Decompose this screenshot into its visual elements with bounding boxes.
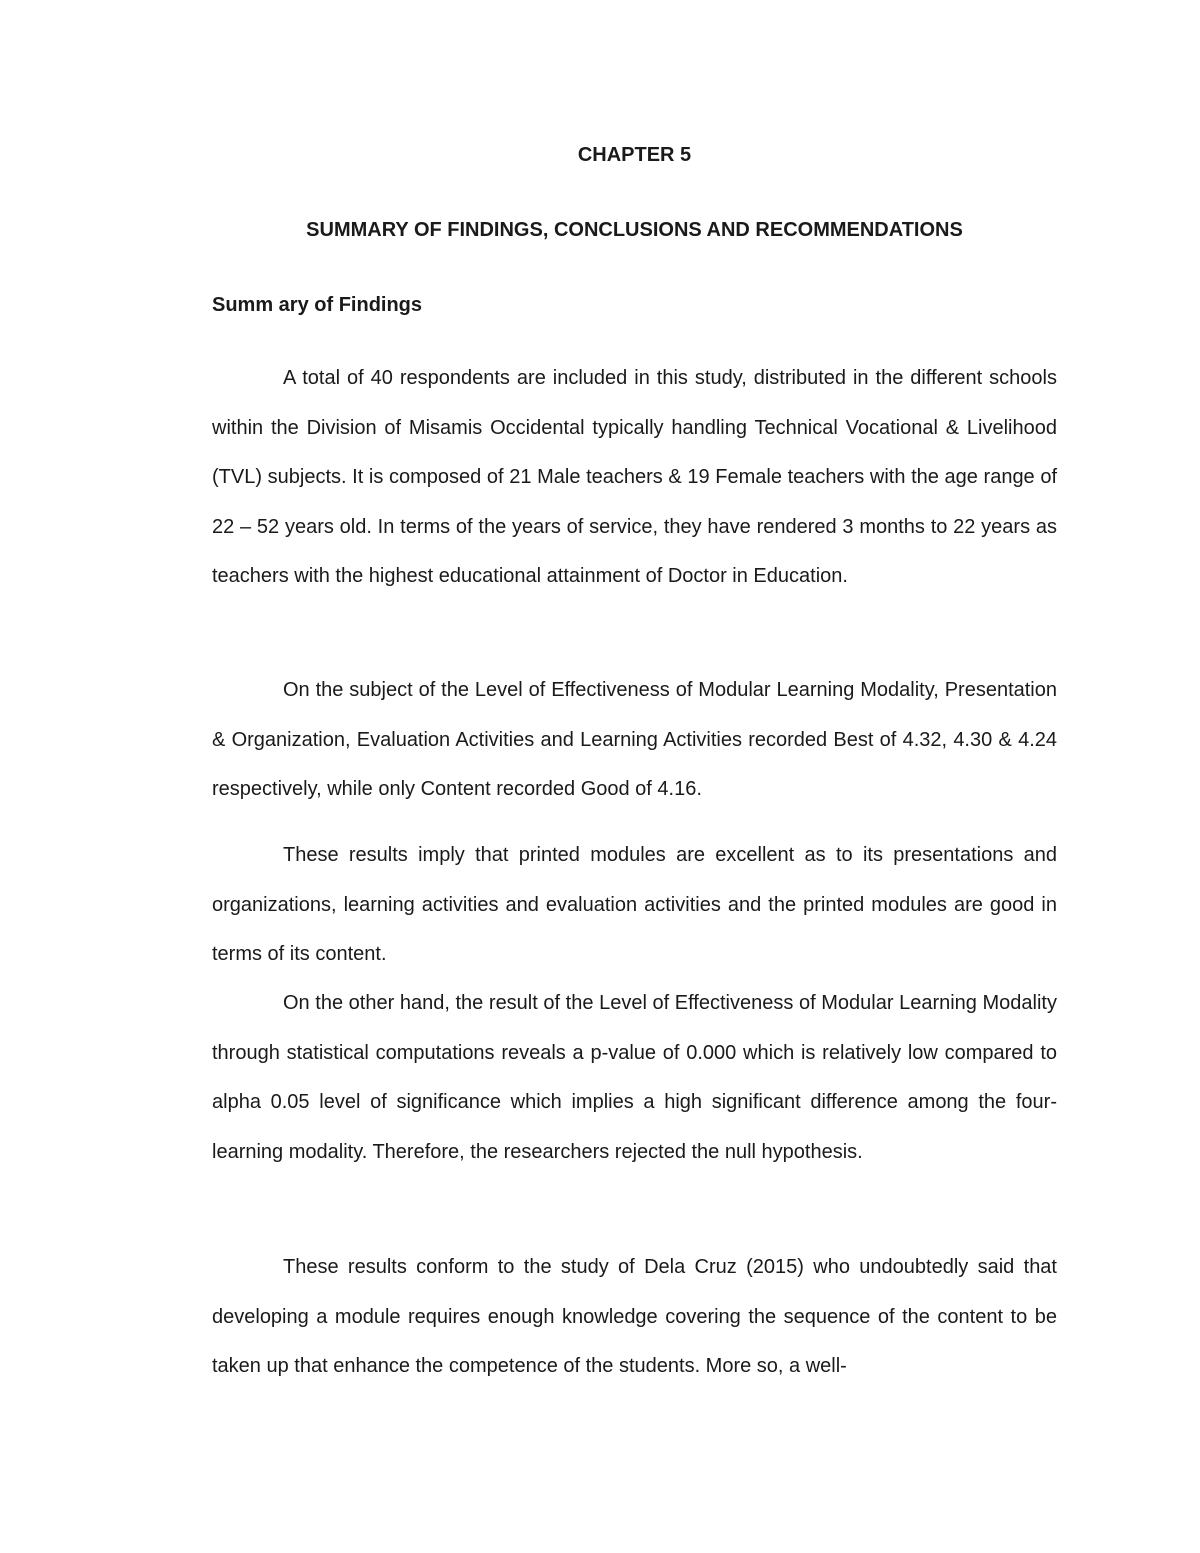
paragraph: On the subject of the Level of Effectiveness of Modular Learning Modality, Presentation & Organization, Evaluation Activities and Learning Activities recorded Best of 4.32, 4.30 & 4.24 respectively, while only Content recorded Good of 4.16. <box>212 679 1057 801</box>
paragraph: On the other hand, the result of the Level of Effectiveness of Modular Learning Modality through statistical computations reveals a p-value of 0.000 which is relatively low compared to alpha 0.05 level of significance which implies a high significant difference among the four-learning modality. Therefore, the researchers rejected the null hypothesis. <box>212 992 1057 1163</box>
paragraph: These results conform to the study of Dela Cruz (2015) who undoubtedly said that developing a module requires enough knowledge covering the sequence of the content to be taken up that enhance the competence of the students. More so, a well- <box>212 1256 1057 1378</box>
paragraph: A total of 40 respondents are included in this study, distributed in the different schools within the Division of Misamis Occidental typically handling Technical Vocational & Livelihood (TVL) subjects. It is composed of 21 Male teachers & 19 Female teachers with the age range of 22 – 52 years old. In terms of the years of service, they have rendered 3 months to 22 years as teachers with the highest educational attainment of Doctor in Education. <box>212 367 1057 588</box>
chapter-title: SUMMARY OF FINDINGS, CONCLUSIONS AND RECOMMENDATIONS <box>306 219 963 241</box>
section-heading: Summ ary of Findings <box>212 294 423 316</box>
chapter-heading: CHAPTER 5 <box>577 144 692 166</box>
paragraph: These results imply that printed modules are excellent as to its presentations and organizations, learning activities and evaluation activities and the printed modules are good in terms of its content. <box>212 844 1057 966</box>
